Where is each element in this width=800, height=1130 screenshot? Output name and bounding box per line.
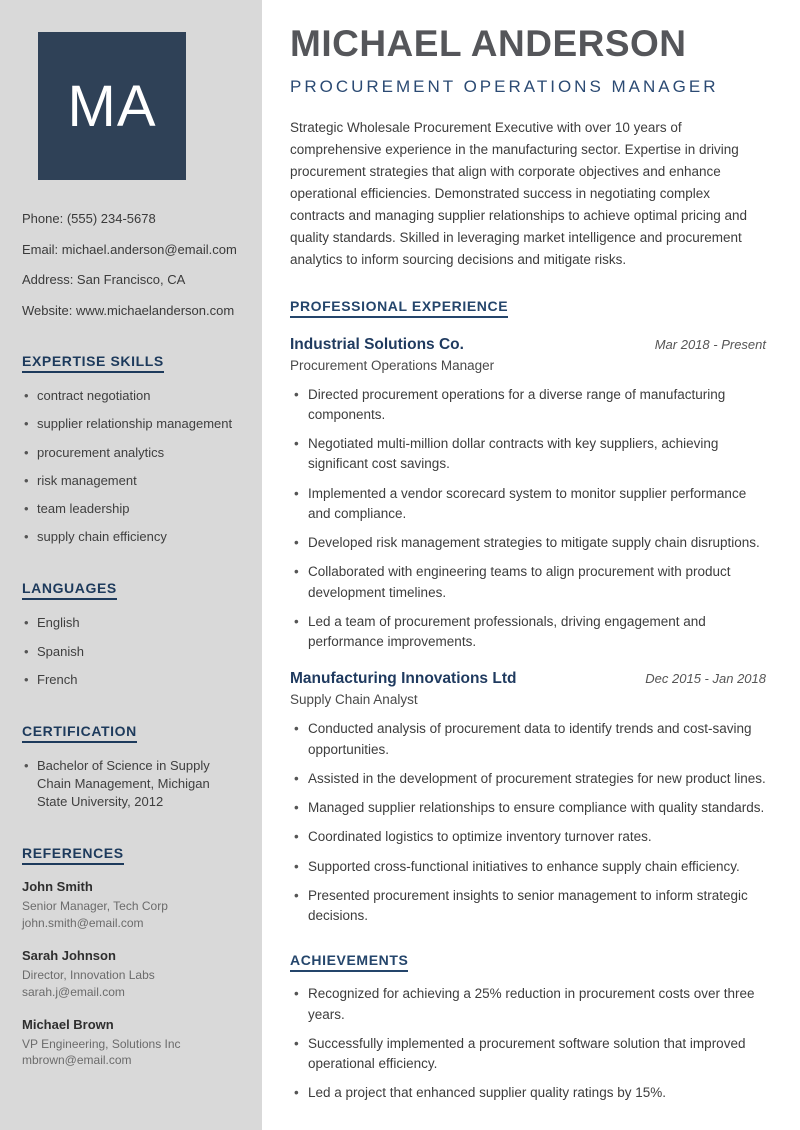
reference-entry [22, 948, 242, 1001]
job-company: Manufacturing Innovations Ltd [290, 670, 517, 688]
achievements-list [290, 984, 766, 1103]
job-bullet: • Supported cross-functional initiatives to enhance supply chain efficiency. [290, 857, 766, 877]
job-dates: Dec 2015 - Jan 2018 [645, 671, 766, 687]
language-item: • Spanish [22, 643, 242, 661]
reference-role: Director, Innovation Labs [22, 968, 155, 983]
reference-entry [22, 1017, 242, 1070]
reference-name: Michael Brown [22, 1016, 114, 1032]
job-bullet: • Conducted analysis of procurement data to identify trends and cost-saving opportunities. [290, 719, 766, 760]
job-bullet: • Directed procurement operations for a diverse range of manufacturing components. [290, 385, 766, 426]
reference-entry [22, 879, 242, 932]
skills-section [22, 353, 242, 546]
job-bullet: • Led a team of procurement professionals, driving engagement and performance improvements. [290, 612, 766, 653]
skill-item: • contract negotiation [22, 387, 242, 405]
job-bullet-list [290, 385, 766, 653]
references-section [22, 845, 242, 1069]
contact-website: Website: www.michaelanderson.com [22, 302, 235, 318]
candidate-title: PROCUREMENT OPERATIONS MANAGER [290, 76, 719, 96]
reference-role: Senior Manager, Tech Corp [22, 899, 168, 914]
language-item: • English [22, 614, 242, 632]
certification-heading: CERTIFICATION [22, 723, 137, 743]
reference-email: john.smith@email.com [22, 916, 144, 931]
achievement-bullet: • Led a project that enhanced supplier quality ratings by 15%. [290, 1083, 766, 1103]
job-entry [290, 670, 766, 926]
achievements-heading: ACHIEVEMENTS [290, 952, 408, 972]
skill-item: • supply chain efficiency [22, 528, 242, 546]
job-bullet: • Presented procurement insights to senior management to inform strategic decisions. [290, 886, 766, 927]
languages-list [22, 614, 242, 689]
job-bullet: • Implemented a vendor scorecard system to monitor supplier performance and compliance. [290, 484, 766, 525]
job-bullet: • Negotiated multi-million dollar contracts with key suppliers, achieving significant cost savings. [290, 434, 766, 475]
contact-block [22, 210, 242, 319]
skills-list [22, 387, 242, 546]
avatar [38, 32, 186, 180]
certification-section [22, 723, 242, 812]
experience-section [290, 298, 766, 927]
job-entry [290, 336, 766, 653]
job-role: Procurement Operations Manager [290, 357, 495, 373]
main-content [262, 0, 800, 1130]
reference-email: sarah.j@email.com [22, 984, 125, 999]
references-heading: REFERENCES [22, 845, 124, 865]
job-bullet: • Developed risk management strategies to mitigate supply chain disruptions. [290, 533, 766, 553]
achievements-section [290, 952, 766, 1103]
job-bullet: • Coordinated logistics to optimize inventory turnover rates. [290, 827, 766, 847]
job-role: Supply Chain Analyst [290, 692, 418, 708]
achievement-bullet: • Successfully implemented a procurement software solution that improved operational efficiency. [290, 1034, 766, 1075]
reference-name: Sarah Johnson [22, 948, 116, 964]
contact-phone: Phone: (555) 234-5678 [22, 211, 156, 226]
job-bullet-list [290, 719, 766, 926]
certification-list [22, 757, 242, 812]
skill-item: • risk management [22, 472, 242, 490]
job-bullet: • Managed supplier relationships to ensure compliance with quality standards. [290, 798, 766, 818]
candidate-name: MICHAEL ANDERSON [290, 23, 687, 64]
certification-item: • Bachelor of Science in Supply Chain Management, Michigan State University, 2012 [22, 757, 242, 812]
languages-heading: LANGUAGES [22, 580, 117, 600]
skill-item: • supplier relationship management [22, 415, 242, 433]
job-dates: Mar 2018 - Present [654, 336, 766, 352]
reference-name: John Smith [22, 879, 93, 895]
avatar-initials: MA [67, 73, 157, 139]
job-company: Industrial Solutions Co. [290, 335, 464, 353]
experience-heading: PROFESSIONAL EXPERIENCE [290, 298, 508, 318]
job-header [290, 336, 766, 354]
achievement-bullet: • Recognized for achieving a 25% reduction in procurement costs over three years. [290, 984, 766, 1025]
contact-address: Address: San Francisco, CA [22, 272, 186, 288]
skill-item: • team leadership [22, 500, 242, 518]
sidebar [0, 0, 262, 1130]
reference-email: mbrown@email.com [22, 1053, 132, 1068]
language-item: • French [22, 671, 242, 689]
contact-email: Email: michael.anderson@email.com [22, 241, 237, 257]
summary-paragraph: Strategic Wholesale Procurement Executive with over 10 years of comprehensive experience in the manufacturing sector. Expertise in driving procurement strategies that align with corporate objectives and enhance operational efficiencies. Demonstrated success in negotiating complex contracts and managing supplier relationships to achieve optimal pricing and quality standards. Skilled in leveraging market intelligence and procurement analytics to inform sourcing decisions and mitigate risks. [290, 119, 748, 268]
job-header [290, 670, 766, 688]
job-bullet: • Assisted in the development of procurement strategies for new product lines. [290, 769, 766, 789]
languages-section [22, 580, 242, 689]
skill-item: • procurement analytics [22, 444, 242, 462]
reference-role: VP Engineering, Solutions Inc [22, 1036, 181, 1051]
skills-heading: EXPERTISE SKILLS [22, 353, 164, 373]
job-bullet: • Collaborated with engineering teams to align procurement with product development timelines. [290, 562, 766, 603]
